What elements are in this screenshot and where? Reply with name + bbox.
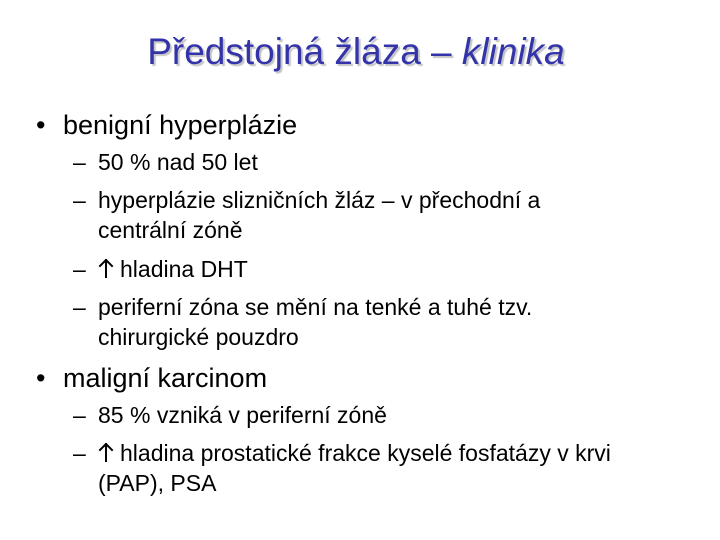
sub-item-continuation: (PAP), PSA [98, 470, 217, 496]
title-main: Předstojná žláza – [147, 31, 462, 72]
sub-item-continuation: centrální zóně [98, 217, 243, 243]
sub-list-item [73, 147, 258, 177]
list-item [36, 109, 297, 141]
sub-item-text: hyperplázie slizničních žláz – v přechodní a [98, 187, 541, 213]
dash-marker: – [73, 256, 86, 282]
slide-title [0, 28, 712, 76]
bullet-marker: • [36, 363, 46, 393]
sub-list-item [73, 292, 532, 352]
list-item [36, 362, 267, 394]
list-item-text: maligní karcinom [63, 363, 268, 393]
sub-item-text: hladina DHT [120, 256, 248, 282]
sub-list-item [73, 185, 540, 245]
list-item-text: benigní hyperplázie [63, 110, 298, 140]
sub-list-item [73, 400, 387, 430]
sub-list-item [73, 254, 248, 284]
dash-marker: – [73, 149, 86, 175]
sub-list-item [73, 438, 611, 498]
dash-marker: – [73, 440, 86, 466]
title-italic: klinika [461, 31, 565, 72]
sub-item-continuation: chirurgické pouzdro [98, 324, 299, 350]
sub-item-text: 85 % vzniká v periferní zóně [98, 402, 387, 428]
sub-item-text: hladina prostatické frakce kyselé fosfatázy v krvi [120, 440, 611, 466]
bullet-marker: • [36, 110, 46, 140]
arrow-up-icon [98, 254, 120, 284]
sub-item-text: periferní zóna se mění na tenké a tuhé tzv. [98, 294, 533, 320]
arrow-up-icon [98, 438, 120, 468]
dash-marker: – [73, 187, 86, 213]
sub-item-text: 50 % nad 50 let [98, 149, 258, 175]
dash-marker: – [73, 402, 86, 428]
dash-marker: – [73, 294, 86, 320]
